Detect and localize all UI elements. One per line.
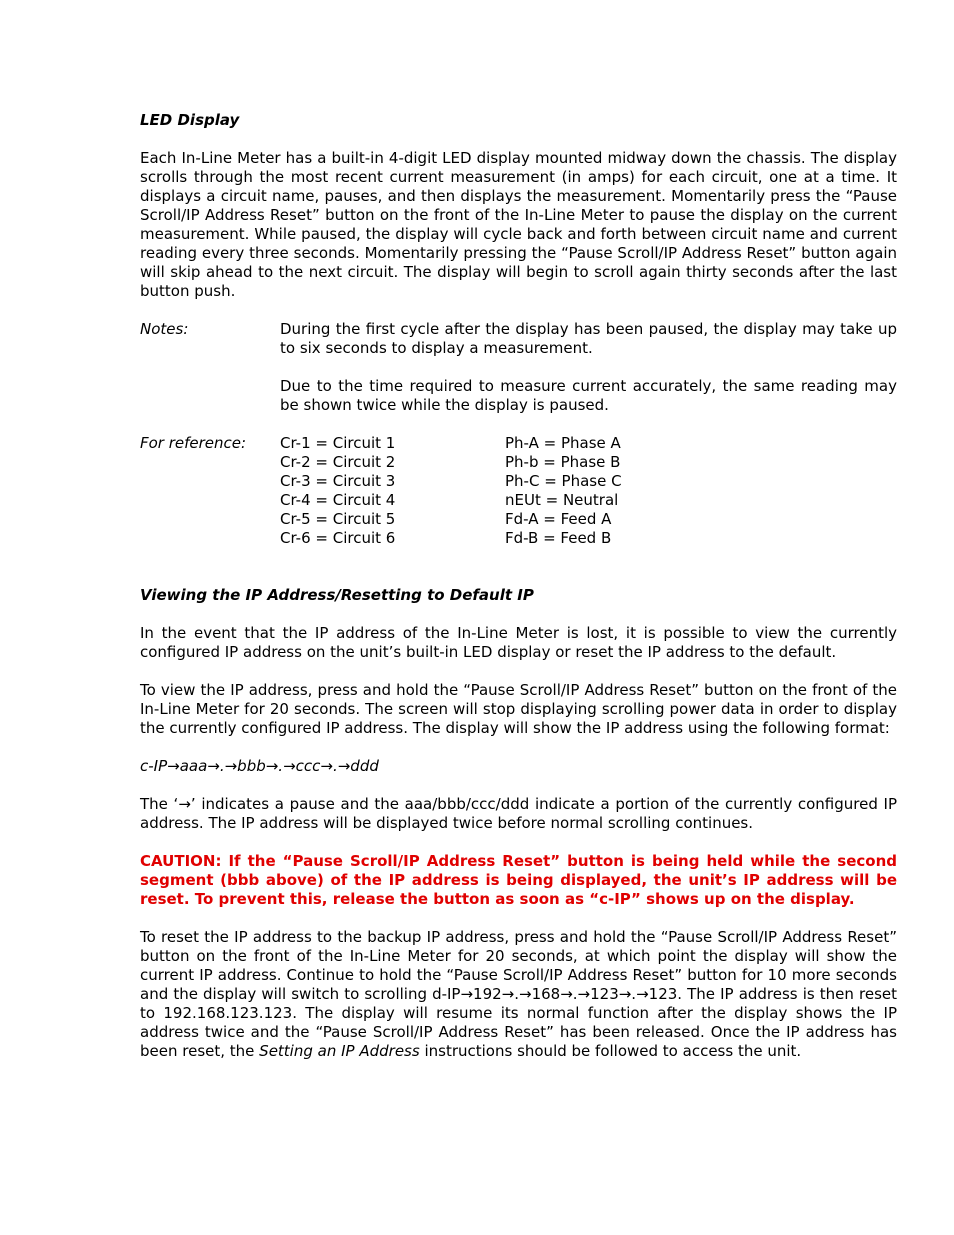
note-repeated-reading: Due to the time required to measure current accurately, the same reading may be shown twice while the display is paused. bbox=[280, 377, 897, 414]
reference-item: Cr-2 = Circuit 2 bbox=[280, 453, 396, 471]
pause-indicator-paragraph: The ‘→’ indicates a pause and the aaa/bbb/ccc/ddd indicate a portion of the currently configured IP address. The IP address will be displayed twice before normal scrolling continues. bbox=[140, 795, 897, 832]
notes-label: Notes: bbox=[140, 320, 189, 338]
reference-item: Ph-C = Phase C bbox=[505, 472, 622, 490]
setting-ip-reference: Setting an IP Address bbox=[259, 1042, 420, 1060]
ip-address-heading: Viewing the IP Address/Resetting to Default IP bbox=[140, 586, 534, 604]
circuit-code-list bbox=[280, 434, 505, 548]
reset-ip-text: To reset the IP address to the backup IP address, press and hold the “Pause Scroll/IP Address Reset” button on the front of the In-Line Meter for 20 seconds, at which point the display will show the current IP address. Continue to hold the “Pause Scroll/IP Address Reset” button for 10 more seconds and the display will switch to scrolling d-IP→192→.→168→.→123→.→123. The IP address is then reset to 192.168.123.123. The display will resume its normal function after the display shows the IP address twice and the “Pause Scroll/IP Address Reset” has been released. Once the IP address has been reset, the bbox=[140, 928, 897, 1060]
document-page bbox=[140, 111, 897, 1061]
reference-block bbox=[140, 434, 897, 548]
reference-item: Fd-B = Feed B bbox=[505, 529, 612, 547]
reference-item: Cr-5 = Circuit 5 bbox=[280, 510, 396, 528]
notes-block bbox=[140, 320, 897, 415]
ip-lost-paragraph: In the event that the IP address of the In-Line Meter is lost, it is possible to view the currently configured IP address on the unit’s built-in LED display or reset the IP address to the default. bbox=[140, 624, 897, 661]
reference-item: Ph-A = Phase A bbox=[505, 434, 621, 452]
reference-item: Ph-b = Phase B bbox=[505, 453, 621, 471]
reference-item: Fd-A = Feed A bbox=[505, 510, 612, 528]
reference-item: Cr-4 = Circuit 4 bbox=[280, 491, 396, 509]
reference-item: nEUt = Neutral bbox=[505, 491, 619, 509]
reference-item: Cr-6 = Circuit 6 bbox=[280, 529, 396, 547]
note-first-cycle: During the first cycle after the display has been paused, the display may take up to six seconds to display a measurement. bbox=[280, 320, 897, 357]
led-display-paragraph: Each In-Line Meter has a built-in 4-digit LED display mounted midway down the chassis. The display scrolls through the most recent current measurement (in amps) for each circuit, one at a time. It displays a circuit name, pauses, and then displays the measurement. Momentarily press the “Pause Scroll/IP Address Reset” button on the front of the In-Line Meter to pause the display on the current measurement. While paused, the display will cycle back and forth between circuit name and current reading every three seconds. Momentarily pressing the “Pause Scroll/IP Address Reset” button again will skip ahead to the next circuit. The display will begin to scroll again thirty seconds after the last button push. bbox=[140, 149, 897, 300]
caution-warning: CAUTION: If the “Pause Scroll/IP Address Reset” button is being held while the second segment (bbb above) of the IP address is being displayed, the unit’s IP address will be reset. To prevent this, release the button as soon as “c-IP” shows up on the display. bbox=[140, 852, 897, 908]
led-display-heading: LED Display bbox=[140, 111, 240, 129]
reference-label: For reference: bbox=[140, 434, 247, 452]
reference-item: Cr-1 = Circuit 1 bbox=[280, 434, 396, 452]
reference-item: Cr-3 = Circuit 3 bbox=[280, 472, 396, 490]
reset-ip-paragraph bbox=[140, 928, 897, 1061]
view-ip-paragraph: To view the IP address, press and hold the “Pause Scroll/IP Address Reset” button on the front of the In-Line Meter for 20 seconds. The screen will stop displaying scrolling power data in order to display the currently configured IP address. The display will show the IP address using the following format: bbox=[140, 681, 897, 737]
phase-code-list bbox=[505, 434, 730, 548]
reset-ip-text-end: instructions should be followed to access the unit. bbox=[419, 1042, 802, 1060]
ip-format-string: c-IP→aaa→.→bbb→.→ccc→.→ddd bbox=[140, 757, 379, 775]
